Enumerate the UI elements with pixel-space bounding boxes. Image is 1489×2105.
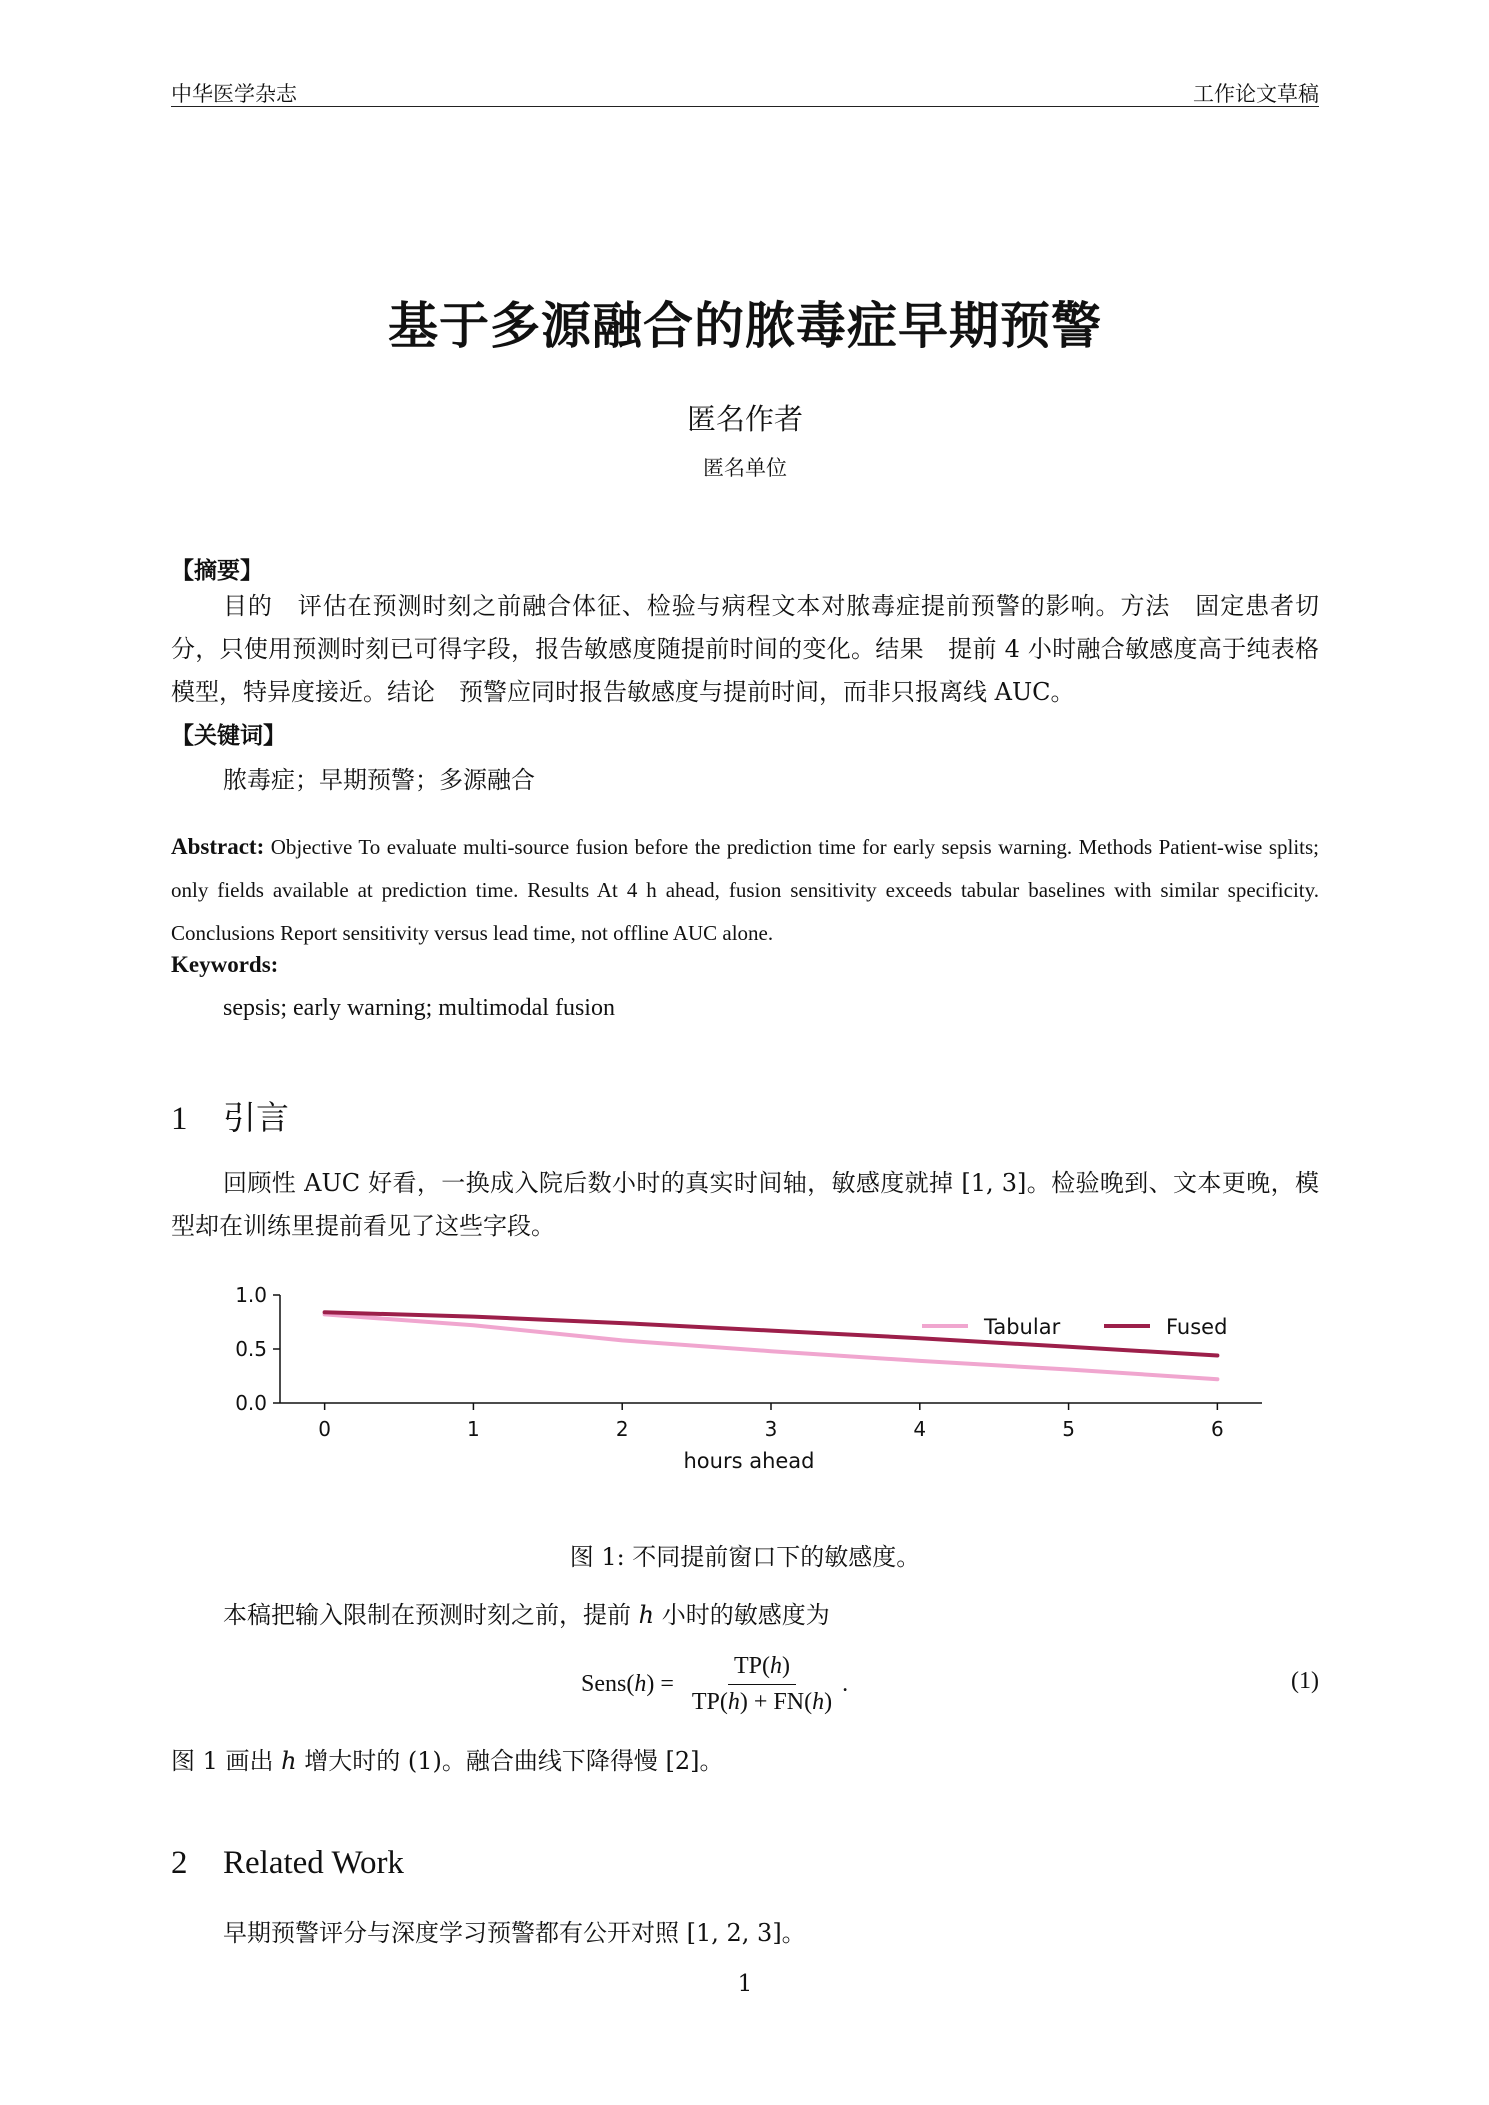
- paper-title: 基于多源融合的脓毒症早期预警: [388, 297, 1102, 355]
- section-title: 引言: [223, 1098, 289, 1137]
- figure-reference-paragraph: [171, 1740, 1319, 1783]
- x-tick-label: 6: [1210, 1417, 1224, 1441]
- affiliation: 匿名单位: [703, 456, 787, 480]
- x-tick-label: 0: [318, 1417, 332, 1441]
- equation-1: [171, 1644, 1319, 1724]
- x-tick-label: 1: [467, 1417, 480, 1441]
- abstract-cn-text: 目的 评估在预测时刻之前融合体征、检验与病程文本对脓毒症提前预警的影响。方法 固定患者切分，只使用预测时刻已可得字段，报告敏感度随提前时间的变化。结果 提前 4 小时融合敏感度高于纯表格模型，特异度接近。结论 预警应同时报告敏感度与提前时间，而非只报离线 AUC。: [171, 592, 1319, 706]
- related-work-paragraph: 早期预警评分与深度学习预警都有公开对照 [1, 2, 3]。: [223, 1919, 806, 1947]
- denominator-var-b: h: [812, 1688, 825, 1715]
- running-header: [171, 78, 1319, 107]
- legend-label: Fused: [1166, 1315, 1228, 1339]
- equation-lead-paragraph: [171, 1594, 1319, 1637]
- denominator-var-a: h: [727, 1688, 740, 1715]
- draft-label: 工作论文草稿: [1193, 82, 1319, 106]
- x-tick-label: 4: [913, 1417, 927, 1441]
- abstract-en-text: Objective To evaluate multi-source fusion before the prediction time for early sepsis warning. Methods Patient-wise splits; only fields available at prediction time. Results At 4 h ahead, fusion sensitivity exceeds tabular baselines with similar specificity. Conclusions Report sensitivity versus lead time, not offline AUC alone.: [171, 835, 1320, 945]
- x-axis-label: hours ahead: [683, 1449, 815, 1473]
- eq-var: h: [634, 1670, 647, 1697]
- sensitivity-chart: [200, 1280, 1290, 1490]
- paper-page: [171, 0, 1319, 2105]
- section-1-heading: [171, 1092, 289, 1139]
- ref-text-b: 增大时的 (1)。融合曲线下降得慢 [2]。: [304, 1747, 724, 1775]
- figure-caption: 图 1: 不同提前窗口下的敏感度。: [569, 1543, 921, 1571]
- author-name: 匿名作者: [686, 402, 803, 436]
- y-tick-label: 0.5: [235, 1337, 267, 1361]
- intro-paragraph: 回顾性 AUC 好看，一换成入院后数小时的真实时间轴，敏感度就掉 [1, 3]。检验晚到、文本更晚，模型却在训练里提前看见了这些字段。: [171, 1169, 1319, 1240]
- eq-lhs: Sens(: [581, 1670, 635, 1697]
- abstract-cn-heading: 【摘要】: [171, 558, 263, 584]
- section-2-heading: [171, 1842, 404, 1882]
- x-tick-label: 2: [615, 1417, 629, 1441]
- ref-text-a: 图 1 画出: [171, 1747, 274, 1775]
- keywords-cn-heading: 【关键词】: [171, 723, 286, 749]
- numerator: [728, 1653, 796, 1685]
- keywords-en-heading: Keywords:: [171, 952, 279, 977]
- x-tick-label: 5: [1062, 1417, 1075, 1441]
- keywords-en-text: sepsis; early warning; multimodal fusion: [223, 995, 615, 1021]
- journal-name: 中华医学杂志: [171, 82, 297, 106]
- fraction: [686, 1653, 838, 1716]
- eq-lhs-end: ) =: [646, 1670, 674, 1697]
- y-tick-label: 0.0: [235, 1391, 267, 1415]
- denominator: [686, 1685, 838, 1716]
- page-number: 1: [737, 1971, 753, 1997]
- lead-text-end: 小时的敏感度为: [661, 1601, 830, 1629]
- denominator-close: ): [824, 1688, 833, 1715]
- section-title: Related Work: [223, 1845, 404, 1881]
- numerator-var: h: [769, 1652, 782, 1679]
- denominator-text-b: ) + FN(: [739, 1688, 813, 1715]
- abstract-en: [171, 825, 1319, 955]
- x-tick-label: 3: [764, 1417, 778, 1441]
- eq-period: .: [842, 1670, 849, 1697]
- lead-variable: h: [638, 1601, 655, 1629]
- equation-body: [581, 1644, 848, 1724]
- keywords-cn-text: 脓毒症；早期预警；多源融合: [223, 766, 535, 794]
- section-number: 2: [171, 1845, 188, 1881]
- y-tick-label: 1.0: [235, 1283, 267, 1307]
- abstract-en-heading: Abstract:: [171, 834, 265, 859]
- numerator-text: TP(: [733, 1652, 770, 1679]
- lead-text: 本稿把输入限制在预测时刻之前，提前: [223, 1601, 631, 1629]
- section-number: 1: [171, 1101, 188, 1137]
- equation-number: (1): [1291, 1668, 1319, 1694]
- ref-variable: h: [281, 1747, 297, 1775]
- denominator-text-a: TP(: [691, 1688, 728, 1715]
- numerator-close: ): [781, 1652, 790, 1679]
- legend-label: Tabular: [984, 1315, 1061, 1339]
- series-line-fused: [325, 1312, 1218, 1355]
